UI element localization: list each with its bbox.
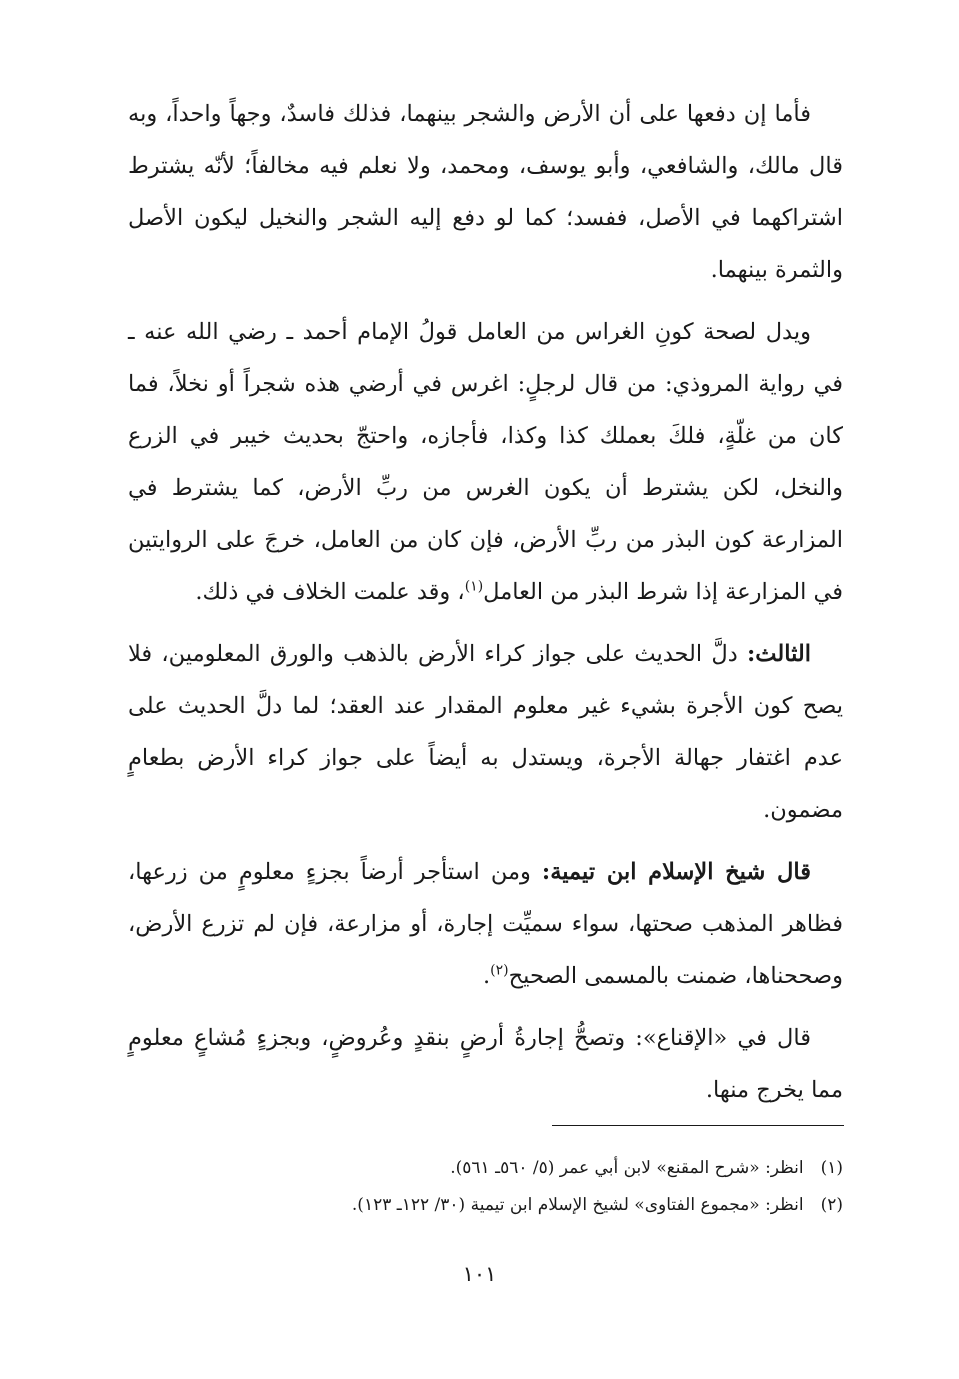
footnote-ref-1[interactable]: (١) <box>464 578 484 595</box>
footnote-1 <box>128 1150 843 1187</box>
paragraph-4 <box>128 846 843 1002</box>
footnote-number: (١) <box>820 1158 843 1178</box>
footnote-separator <box>552 1125 844 1126</box>
paragraph-2 <box>128 306 843 618</box>
paragraph-text: دلَّ الحديث على جواز كراء الأرض بالذهب والورق المعلومين، فلا يصح كون الأجرة بشيء غير معلوم المقدار عند العقد؛ لما دلَّ الحديث على عدم اغتفار جهالة الأجرة، ويستدل به أيضاً على جواز كراء الأرض بطعامٍ مضمون. <box>128 641 843 823</box>
paragraph-3 <box>128 628 843 836</box>
footnote-number: (٢) <box>820 1195 843 1215</box>
paragraph-text: فأما إن دفعها على أن الأرض والشجر بينهما، فذلك فاسدٌ، وجهاً واحداً، وبه قال مالك، والشافعي، وأبو يوسف، ومحمد، ولا نعلم فيه مخالفاً؛ لأنّه يشترط اشتراكهما في الأصل، ففسد؛ كما لو دفع إليه الشجر والنخيل ليكون الأصل والثمرة بينهما. <box>128 101 843 283</box>
footnote-ref-2[interactable]: (٢) <box>490 962 509 979</box>
paragraph-text: ويدل لصحة كونِ الغراس من العامل قولُ الإمام أحمد ـ رضي الله عنه ـ في رواية المروذي: من قال لرجلٍ: اغرس في أرضي هذه شجراً أو نخلاً، فما كان من غلّةٍ، فلكَ بعملك كذا وكذا، فأجازه، واحتجّ بحديث خيبر في الزرع والنخل، لكن يشترط أن يكون الغرس من ربِّ الأرض، كما يشترط في المزارعة كون البذر من ربِّ الأرض، فإن كان من العامل، خرجَ على الروايتين في المزارعة إذا شرط البذر من العامل <box>128 319 843 605</box>
paragraph-text: ومن استأجر أرضاً بجزءٍ معلومٍ من زرعها، فظاهر المذهب صحتها، سواء سميِّت إجارة، أو مزارعة، فإن لم تزرع الأرض، وصححناها، ضمنت بالمسمى الصحيح <box>128 859 843 989</box>
paragraph-lead: قال شيخ الإسلام ابن تيمية: <box>541 859 811 885</box>
main-text <box>128 88 843 1126</box>
paragraph-text: قال في «الإقناع»: وتصحُّ إجارةُ أرضٍ بنقدٍ وعُروضٍ، وبجزءٍ مُشاعٍ معلومٍ مما يخرج منها. <box>128 1025 843 1103</box>
paragraph-5 <box>128 1012 843 1116</box>
footnote-2 <box>128 1187 843 1224</box>
paragraph-lead: الثالث: <box>746 641 811 667</box>
paragraph-text-after: . <box>483 963 491 989</box>
paragraph-text-after: ، وقد علمت الخلاف في ذلك. <box>195 579 465 605</box>
footnote-text: انظر: «مجموع الفتاوى» لشيخ الإسلام ابن تيمية (٣٠/ ١٢٢ـ ١٢٣). <box>351 1195 804 1215</box>
footnotes <box>128 1150 843 1224</box>
page-number: ١٠١ <box>462 1262 497 1286</box>
footnote-text: انظر: «شرح المقنع» لابن أبي عمر (٥/ ٥٦٠ـ ٥٦١). <box>450 1158 804 1178</box>
paragraph-1 <box>128 88 843 296</box>
